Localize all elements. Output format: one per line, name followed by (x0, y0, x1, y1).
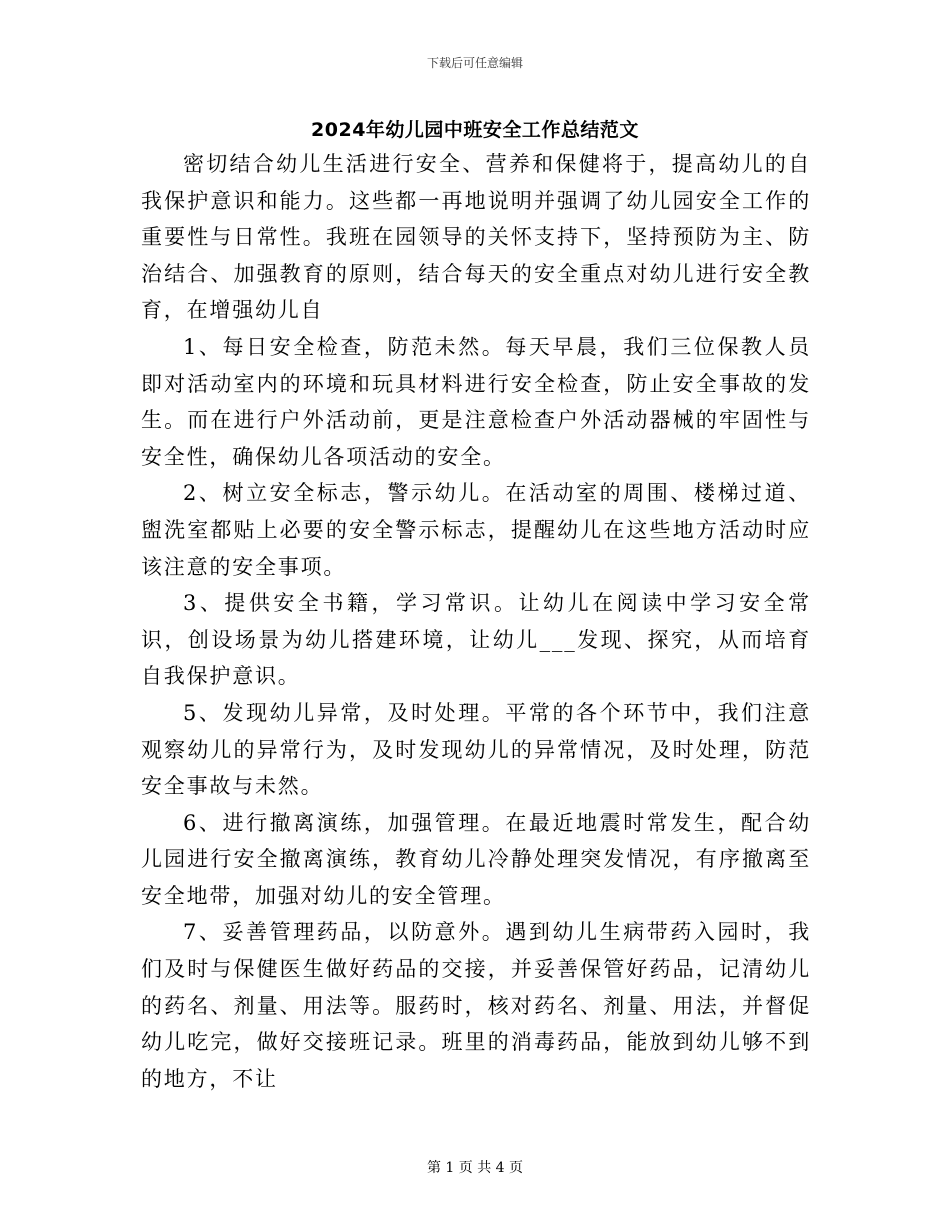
document-body (141, 146, 811, 1097)
page-number-footer: 第 1 页 共 4 页 (426, 1160, 524, 1176)
document-title: 2024年幼儿园中班安全工作总结范文 (311, 119, 639, 141)
paragraph-item-5: 5、发现幼儿异常，及时处理。平常的各个环节中，我们注意观察幼儿的异常行为，及时发现幼儿的异常情况，及时处理，防范安全事故与未然。 (141, 700, 811, 799)
paragraph-item-7: 7、妥善管理药品，以防意外。遇到幼儿生病带药入园时，我们及时与保健医生做好药品的交接，并妥善保管好药品，记清幼儿的药名、剂量、用法等。服药时，核对药名、剂量、用法，并督促幼儿吃完，做好交接班记录。班里的消毒药品，能放到幼儿够不到的地方，不让 (141, 920, 811, 1091)
paragraph-item-6: 6、进行撤离演练，加强管理。在最近地震时常发生，配合幼儿园进行安全撤离演练，教育幼儿冷静处理突发情况，有序撤离至安全地带，加强对幼儿的安全管理。 (141, 810, 811, 908)
paragraph-item-1: 1、每日安全检查，防范未然。每天早晨，我们三位保教人员即对活动室内的环境和玩具材料进行安全检查，防止安全事故的发生。而在进行户外活动前，更是注意检查户外活动器械的牢固性与安全性，确保幼儿各项活动的安全。 (141, 334, 811, 469)
paragraph-item-2: 2、树立安全标志，警示幼儿。在活动室的周围、楼梯过道、盥洗室都贴上必要的安全警示标志，提醒幼儿在这些地方活动时应该注意的安全事项。 (141, 481, 811, 579)
paragraph-intro: 密切结合幼儿生活进行安全、营养和保健将于，提高幼儿的自我保护意识和能力。这些都一再地说明并强调了幼儿园安全工作的重要性与日常性。我班在园领导的关怀支持下，坚持预防为主、防治结合、加强教育的原则，结合每天的安全重点对幼儿进行安全教育，在增强幼儿自 (141, 152, 811, 323)
paragraph-item-3: 3、提供安全书籍，学习常识。让幼儿在阅读中学习安全常识，创设场景为幼儿搭建环境，让幼儿___发现、探究，从而培育自我保护意识。 (141, 591, 811, 689)
page-header-note: 下载后可任意编辑 (426, 56, 523, 70)
